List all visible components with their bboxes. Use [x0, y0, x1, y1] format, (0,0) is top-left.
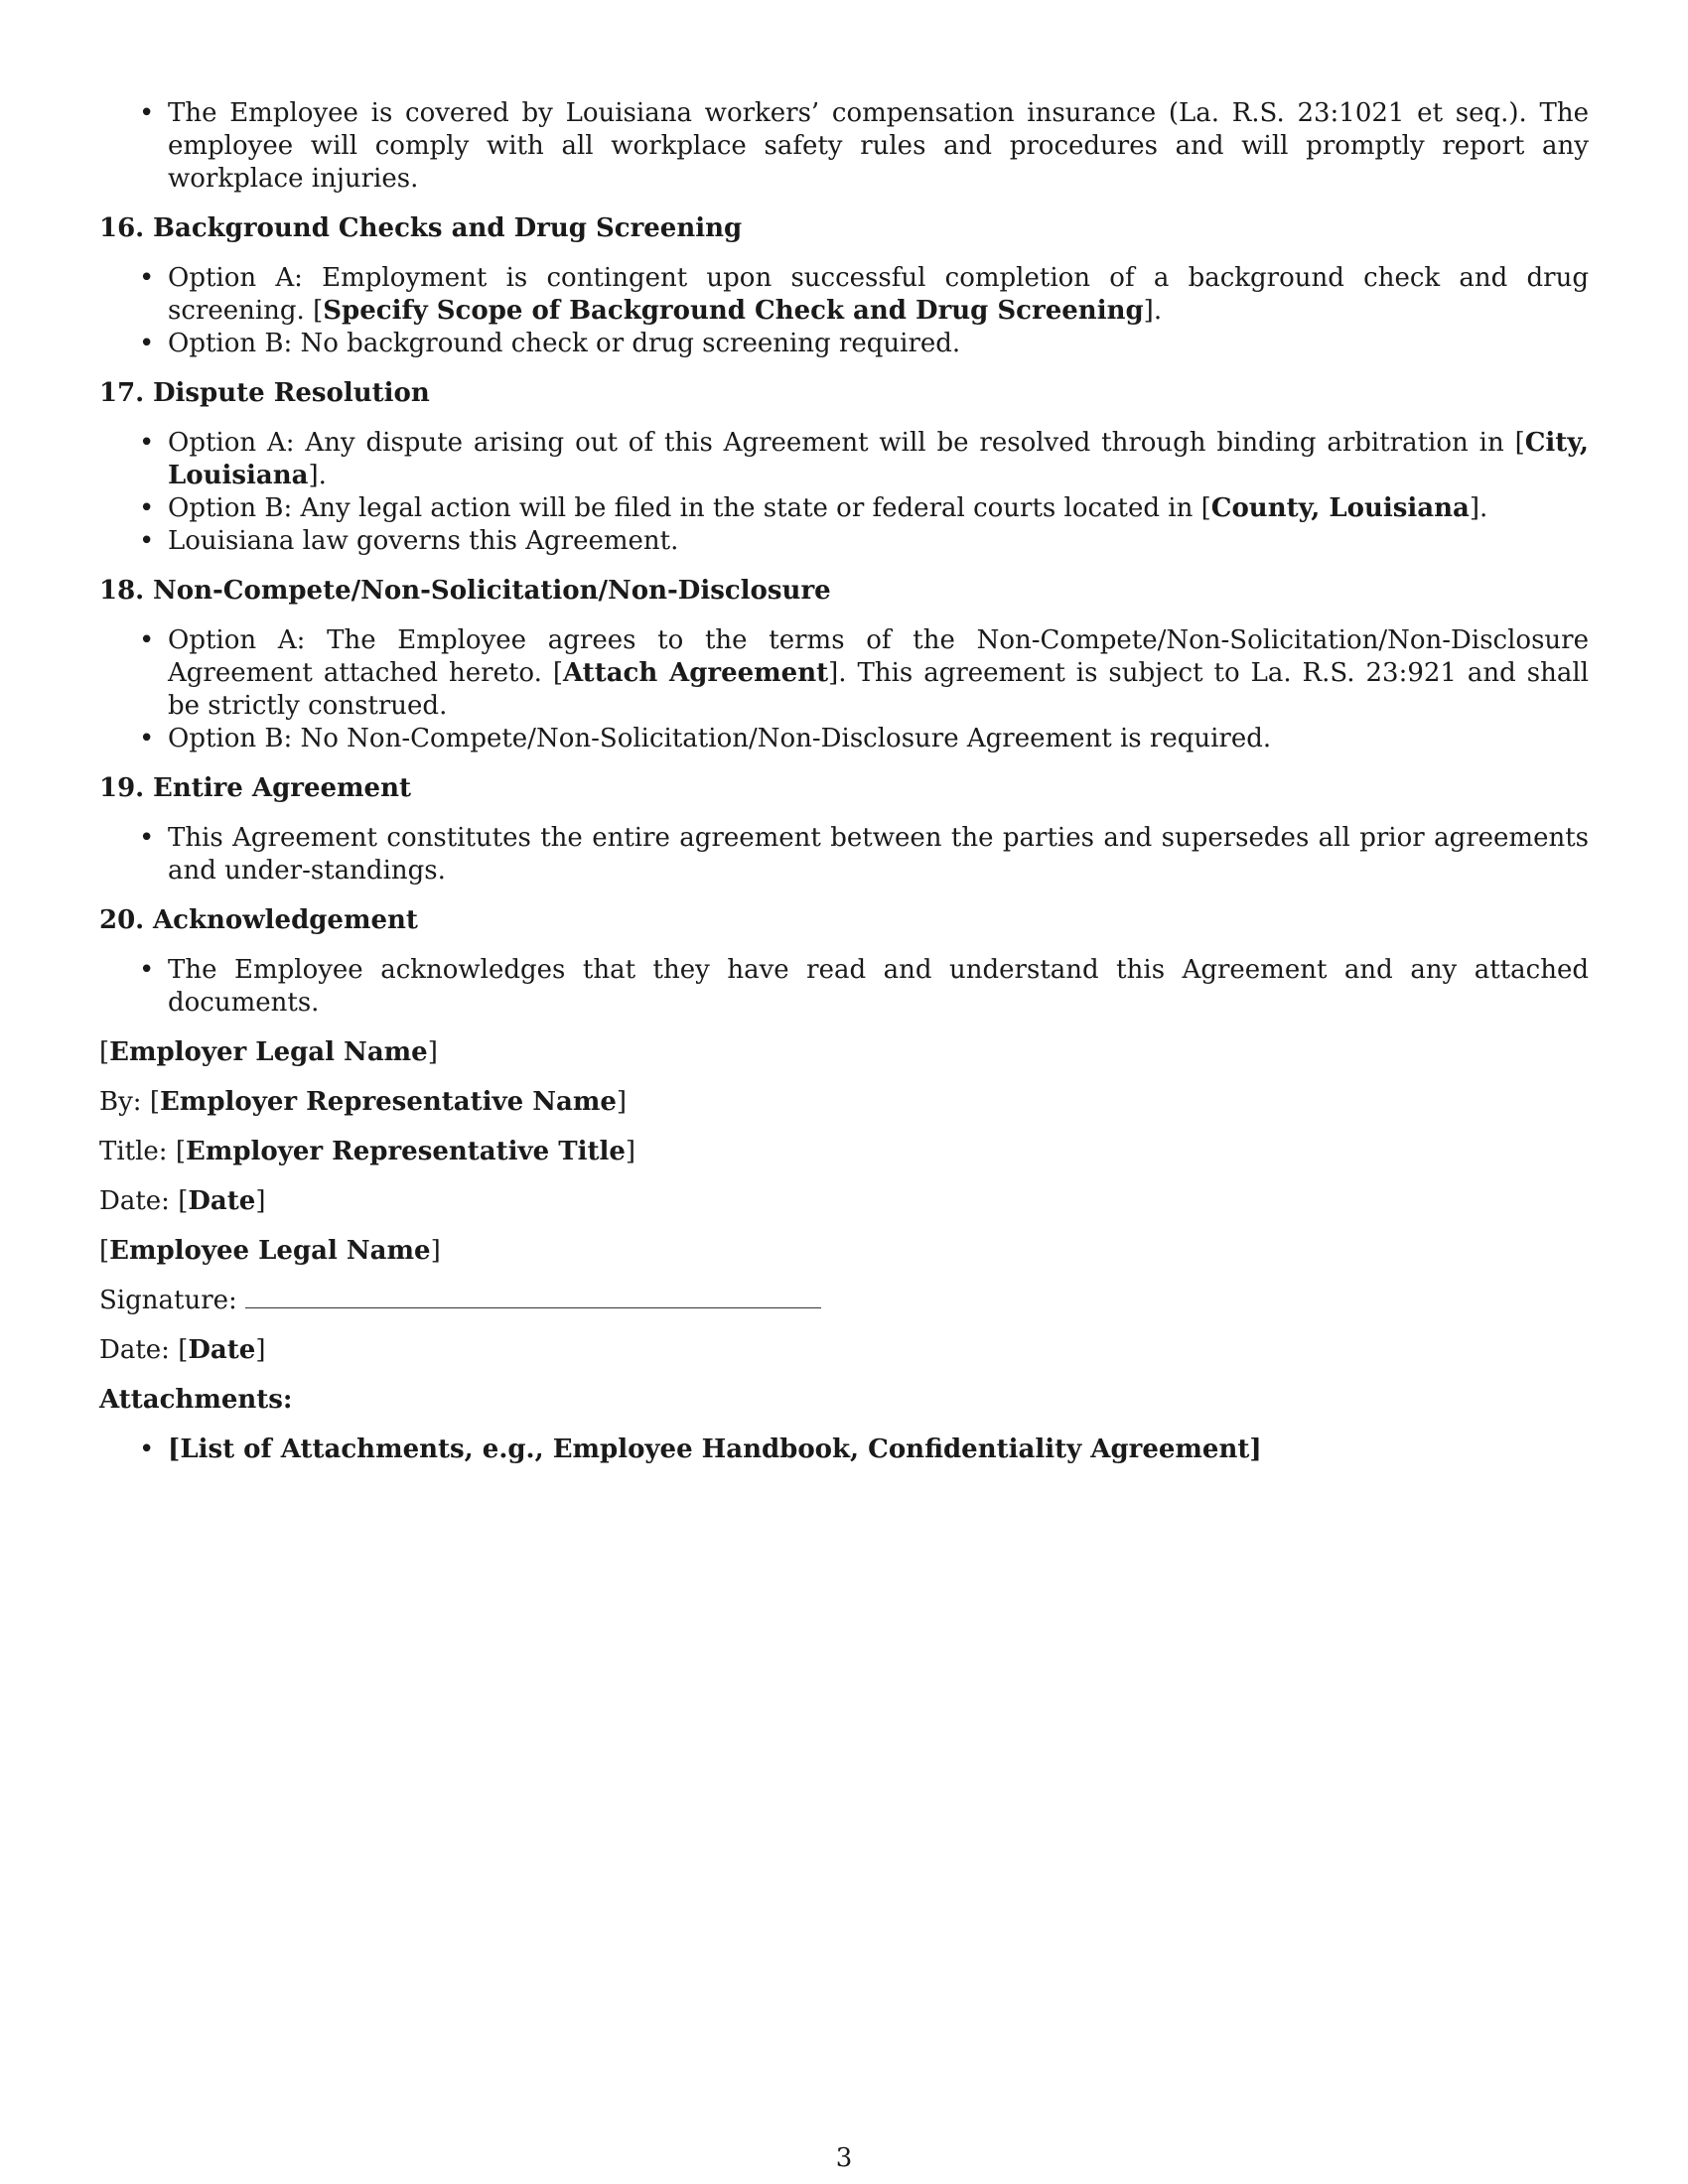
bullet-text: Option A: Employment is contingent upon successful completion of a background check and drug screening. [	[168, 263, 1589, 326]
page-number: 3	[835, 2143, 853, 2173]
attachments-section	[99, 1384, 1589, 1466]
section-title: Dispute Resolution	[153, 378, 430, 408]
bullet-text: The Employee is covered by Louisiana workers’ compensation insurance (La. R.S. 23:1021 et seq.). The employee will comply with all workplace safety rules and procedures and will promptly report any workplace injuries.	[168, 98, 1589, 194]
bullet-text: ].	[1143, 296, 1163, 326]
by-line: By: [Employer Representative Name]	[99, 1087, 628, 1117]
signature-field[interactable]	[245, 1286, 821, 1308]
section-title: Background Checks and Drug Screening	[153, 213, 743, 243]
placeholder-field: City, Louisiana	[168, 428, 1589, 490]
bullet-text: ].	[1469, 493, 1488, 523]
list-item: • [List of Attachments, e.g., Employee Handbook, Confidentiality Agreement]	[99, 1433, 1589, 1466]
date-label: Date:	[99, 1186, 170, 1216]
bullet-text: Option B: No background check or drug screening required.	[168, 329, 961, 358]
attachments-heading: Attachments:	[99, 1385, 293, 1415]
bullet-list	[99, 822, 1589, 887]
signature-line	[99, 1285, 1589, 1317]
section-18	[99, 575, 1589, 755]
attachments-placeholder: List of Attachments, e.g., Employee Handbook, Confidentiality Agreement	[180, 1434, 1250, 1464]
placeholder-field: County, Louisiana	[1210, 493, 1470, 523]
list-item	[99, 723, 1589, 755]
section-number: 16.	[99, 213, 145, 243]
bullet-text: Option B: Any legal action will be filed in the state or federal courts located in [	[168, 493, 1211, 523]
date-label: Date:	[99, 1335, 170, 1365]
representative-title-placeholder: Employer Representative Title	[186, 1137, 626, 1166]
title-line: Title: [Employer Representative Title]	[99, 1137, 636, 1166]
section-title: Acknowledgement	[153, 905, 418, 935]
document-page	[99, 97, 1589, 1466]
bullet-text: The Employee acknowledges that they have read and understand this Agreement and any attached documents.	[168, 955, 1589, 1018]
date-line-employee: Date: [Date]	[99, 1335, 266, 1365]
section-17	[99, 377, 1589, 558]
placeholder-field: Specify Scope of Background Check and Drug Screening	[323, 296, 1144, 326]
section-heading	[99, 904, 1589, 937]
date-placeholder: Date	[188, 1186, 256, 1216]
bullet-list	[99, 262, 1589, 360]
title-label: Title:	[99, 1137, 168, 1166]
list-item	[99, 97, 1589, 196]
employee-name-placeholder: Employee Legal Name	[109, 1236, 431, 1266]
section-number: 19.	[99, 773, 145, 803]
bullet-text: This Agreement constitutes the entire agreement between the parties and supersedes all prior agreements and under-standings.	[168, 823, 1589, 886]
signature-block	[99, 1036, 1589, 1367]
intro-bullet-list	[99, 97, 1589, 196]
list-item	[99, 328, 1589, 360]
bullet-text: Louisiana law governs this Agreement.	[168, 526, 679, 556]
list-item	[99, 492, 1589, 525]
list-item	[99, 954, 1589, 1020]
section-heading	[99, 377, 1589, 410]
employee-name-line: [Employee Legal Name]	[99, 1236, 441, 1266]
date-placeholder: Date	[188, 1335, 256, 1365]
bullet-text: Option A: Any dispute arising out of this Agreement will be resolved through binding arbitration in [	[168, 428, 1525, 458]
section-number: 18.	[99, 576, 145, 606]
section-number: 20.	[99, 905, 145, 935]
list-item	[99, 525, 1589, 558]
list-item	[99, 624, 1589, 723]
bullet-list	[99, 1433, 1589, 1466]
section-20	[99, 904, 1589, 1020]
list-item	[99, 262, 1589, 328]
section-19	[99, 772, 1589, 887]
date-line: Date: [Date]	[99, 1186, 266, 1216]
employer-name-placeholder: Employer Legal Name	[109, 1037, 428, 1067]
bullet-list	[99, 954, 1589, 1020]
bullet-text: ]. This agreement is subject to La. R.S. 23:921 and shall be strictly construed.	[168, 658, 1590, 721]
bullet-text: Option B: No Non-Compete/Non-Solicitation/Non-Disclosure Agreement is required.	[168, 724, 1272, 753]
bullet-list	[99, 427, 1589, 558]
by-label: By:	[99, 1087, 142, 1117]
bullet-list	[99, 624, 1589, 755]
section-heading	[99, 772, 1589, 805]
signature-label: Signature:	[99, 1286, 237, 1315]
representative-name-placeholder: Employer Representative Name	[159, 1087, 617, 1117]
placeholder-field: Attach Agreement	[562, 658, 829, 688]
list-item	[99, 427, 1589, 492]
list-item	[99, 822, 1589, 887]
section-heading	[99, 212, 1589, 245]
section-title: Non-Compete/Non-Solicitation/Non-Disclosure	[153, 576, 831, 606]
bullet-text: Option A: The Employee agrees to the terms of the Non-Compete/Non-Solicitation/Non-Disclosure Agreement attached hereto. [	[168, 625, 1589, 688]
employer-name-line: [Employer Legal Name]	[99, 1037, 438, 1067]
bullet-text: ].	[308, 461, 327, 490]
section-heading	[99, 575, 1589, 608]
section-number: 17.	[99, 378, 145, 408]
section-16	[99, 212, 1589, 360]
section-title: Entire Agreement	[153, 773, 411, 803]
